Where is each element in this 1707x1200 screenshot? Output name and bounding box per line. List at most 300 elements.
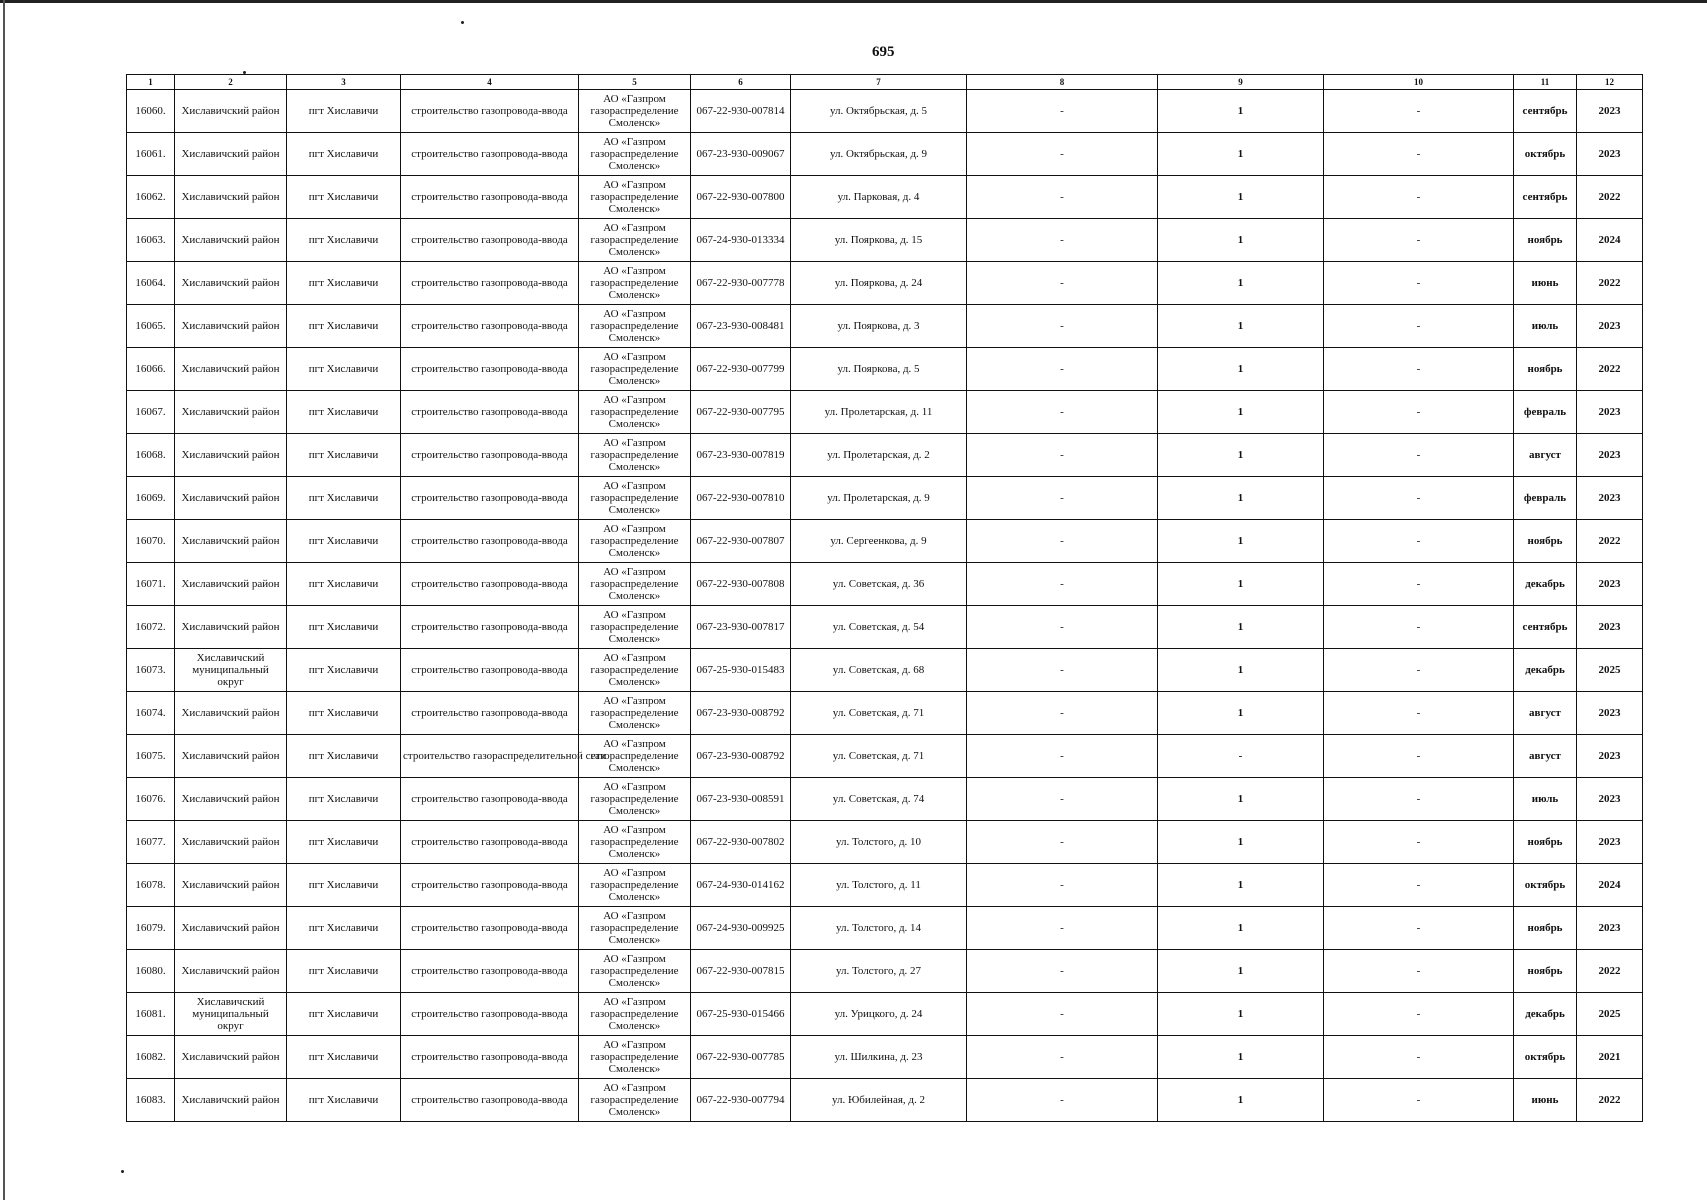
address-cell: ул. Пролетарская, д. 2 — [791, 434, 967, 477]
permit-number-cell: 067-24-930-014162 — [691, 864, 791, 907]
column-10-cell: - — [1324, 907, 1514, 950]
district-cell-line: Хиславичский район — [181, 105, 280, 117]
organization-cell — [579, 821, 691, 864]
organization-cell-line: Смоленск» — [608, 977, 661, 989]
organization-cell-line: АО «Газпром — [603, 953, 666, 965]
district-cell-line: Хиславичский район — [181, 320, 280, 332]
organization-cell-line: Смоленск» — [608, 590, 661, 602]
table-row — [127, 434, 1643, 477]
organization-cell-line: Смоленск» — [608, 633, 661, 645]
organization-cell-line: газораспределение — [590, 535, 679, 547]
month-cell: февраль — [1514, 391, 1577, 434]
column-number-row — [127, 75, 1643, 90]
address-cell: ул. Советская, д. 68 — [791, 649, 967, 692]
organization-cell-line: АО «Газпром — [603, 222, 666, 234]
year-cell: 2022 — [1577, 348, 1643, 391]
district-cell-line: округ — [217, 676, 244, 688]
month-cell: август — [1514, 434, 1577, 477]
organization-cell-line: газораспределение — [590, 363, 679, 375]
month-cell: октябрь — [1514, 864, 1577, 907]
organization-cell-line: газораспределение — [590, 320, 679, 332]
row-number-cell: 16079. — [127, 907, 175, 950]
year-cell: 2023 — [1577, 735, 1643, 778]
district-cell-line: Хиславичский район — [181, 148, 280, 160]
year-cell: 2024 — [1577, 219, 1643, 262]
row-number-cell: 16066. — [127, 348, 175, 391]
column-8-cell: - — [967, 434, 1158, 477]
settlement-cell: пгт Хиславичи — [287, 348, 401, 391]
district-cell-line: Хиславичский район — [181, 750, 280, 762]
column-number-header: 10 — [1324, 75, 1514, 90]
organization-cell-line: газораспределение — [590, 836, 679, 848]
address-cell: ул. Октябрьская, д. 5 — [791, 90, 967, 133]
organization-cell — [579, 176, 691, 219]
column-9-cell: 1 — [1158, 950, 1324, 993]
object-type-cell: строительство газопровода-ввода — [401, 176, 579, 219]
column-8-cell: - — [967, 692, 1158, 735]
organization-cell — [579, 262, 691, 305]
settlement-cell: пгт Хиславичи — [287, 305, 401, 348]
row-number-cell: 16077. — [127, 821, 175, 864]
table-row — [127, 477, 1643, 520]
table-row — [127, 348, 1643, 391]
table-row — [127, 262, 1643, 305]
table-row — [127, 90, 1643, 133]
district-cell — [175, 133, 287, 176]
settlement-cell: пгт Хиславичи — [287, 219, 401, 262]
organization-cell-line: АО «Газпром — [603, 308, 666, 320]
permit-number-cell: 067-22-930-007785 — [691, 1036, 791, 1079]
column-number-header: 5 — [579, 75, 691, 90]
organization-cell-line: Смоленск» — [608, 160, 661, 172]
column-9-cell: 1 — [1158, 993, 1324, 1036]
month-cell: октябрь — [1514, 1036, 1577, 1079]
column-9-cell: 1 — [1158, 520, 1324, 563]
organization-cell-line: Смоленск» — [608, 719, 661, 731]
address-cell: ул. Толстого, д. 14 — [791, 907, 967, 950]
district-cell — [175, 391, 287, 434]
row-number-cell: 16068. — [127, 434, 175, 477]
organization-cell-line: АО «Газпром — [603, 179, 666, 191]
organization-cell — [579, 219, 691, 262]
row-number-cell: 16083. — [127, 1079, 175, 1122]
row-number-cell: 16075. — [127, 735, 175, 778]
column-10-cell: - — [1324, 649, 1514, 692]
permit-number-cell: 067-25-930-015466 — [691, 993, 791, 1036]
row-number-cell: 16078. — [127, 864, 175, 907]
organization-cell-line: Смоленск» — [608, 289, 661, 301]
month-cell: сентябрь — [1514, 90, 1577, 133]
row-number-cell: 16063. — [127, 219, 175, 262]
organization-cell-line: АО «Газпром — [603, 136, 666, 148]
organization-cell — [579, 90, 691, 133]
column-9-cell: 1 — [1158, 219, 1324, 262]
column-9-cell: 1 — [1158, 90, 1324, 133]
object-type-cell: строительство газопровода-ввода — [401, 90, 579, 133]
object-type-cell: строительство газопровода-ввода — [401, 520, 579, 563]
district-cell-line: Хиславичский район — [181, 836, 280, 848]
object-type-cell: строительство газопровода-ввода — [401, 907, 579, 950]
organization-cell-line: Смоленск» — [608, 547, 661, 559]
year-cell: 2023 — [1577, 391, 1643, 434]
permit-number-cell: 067-25-930-015483 — [691, 649, 791, 692]
object-type-cell: строительство газопровода-ввода — [401, 305, 579, 348]
address-cell: ул. Советская, д. 36 — [791, 563, 967, 606]
column-10-cell: - — [1324, 692, 1514, 735]
column-8-cell: - — [967, 305, 1158, 348]
settlement-cell: пгт Хиславичи — [287, 1079, 401, 1122]
settlement-cell: пгт Хиславичи — [287, 735, 401, 778]
year-cell: 2023 — [1577, 606, 1643, 649]
column-10-cell: - — [1324, 176, 1514, 219]
address-cell: ул. Толстого, д. 11 — [791, 864, 967, 907]
column-10-cell: - — [1324, 1079, 1514, 1122]
permit-number-cell: 067-23-930-008792 — [691, 692, 791, 735]
district-cell — [175, 735, 287, 778]
column-8-cell: - — [967, 778, 1158, 821]
column-10-cell: - — [1324, 520, 1514, 563]
month-cell: февраль — [1514, 477, 1577, 520]
organization-cell-line: газораспределение — [590, 750, 679, 762]
column-8-cell: - — [967, 391, 1158, 434]
month-cell: ноябрь — [1514, 907, 1577, 950]
district-cell-line: Хиславичский район — [181, 1094, 280, 1106]
column-10-cell: - — [1324, 434, 1514, 477]
district-cell — [175, 864, 287, 907]
district-cell — [175, 305, 287, 348]
permit-number-cell: 067-22-930-007807 — [691, 520, 791, 563]
year-cell: 2022 — [1577, 1079, 1643, 1122]
organization-cell-line: АО «Газпром — [603, 394, 666, 406]
permit-number-cell: 067-22-930-007800 — [691, 176, 791, 219]
gasification-registry-table — [126, 74, 1643, 1122]
district-cell-line: Хиславичский район — [181, 406, 280, 418]
column-8-cell: - — [967, 649, 1158, 692]
column-10-cell: - — [1324, 778, 1514, 821]
settlement-cell: пгт Хиславичи — [287, 821, 401, 864]
settlement-cell: пгт Хиславичи — [287, 864, 401, 907]
organization-cell — [579, 434, 691, 477]
month-cell: август — [1514, 692, 1577, 735]
column-number-header: 7 — [791, 75, 967, 90]
year-cell: 2023 — [1577, 907, 1643, 950]
table-row — [127, 563, 1643, 606]
organization-cell-line: Смоленск» — [608, 203, 661, 215]
address-cell: ул. Советская, д. 54 — [791, 606, 967, 649]
row-number-cell: 16065. — [127, 305, 175, 348]
organization-cell-line: АО «Газпром — [603, 437, 666, 449]
organization-cell — [579, 477, 691, 520]
district-cell-line: Хиславичский район — [181, 234, 280, 246]
organization-cell — [579, 907, 691, 950]
object-type-cell: строительство газопровода-ввода — [401, 133, 579, 176]
organization-cell-line: АО «Газпром — [603, 523, 666, 535]
column-number-header: 1 — [127, 75, 175, 90]
organization-cell-line: газораспределение — [590, 664, 679, 676]
row-number-cell: 16076. — [127, 778, 175, 821]
object-type-cell: строительство газопровода-ввода — [401, 262, 579, 305]
address-cell: ул. Толстого, д. 10 — [791, 821, 967, 864]
address-cell: ул. Пояркова, д. 5 — [791, 348, 967, 391]
organization-cell-line: газораспределение — [590, 793, 679, 805]
settlement-cell: пгт Хиславичи — [287, 520, 401, 563]
table-row — [127, 305, 1643, 348]
year-cell: 2024 — [1577, 864, 1643, 907]
organization-cell-line: газораспределение — [590, 449, 679, 461]
organization-cell — [579, 606, 691, 649]
district-cell — [175, 477, 287, 520]
address-cell: ул. Советская, д. 71 — [791, 735, 967, 778]
column-10-cell: - — [1324, 348, 1514, 391]
organization-cell — [579, 735, 691, 778]
organization-cell — [579, 692, 691, 735]
column-9-cell: - — [1158, 735, 1324, 778]
settlement-cell: пгт Хиславичи — [287, 778, 401, 821]
permit-number-cell: 067-22-930-007799 — [691, 348, 791, 391]
district-cell — [175, 907, 287, 950]
row-number-cell: 16070. — [127, 520, 175, 563]
organization-cell — [579, 391, 691, 434]
row-number-cell: 16072. — [127, 606, 175, 649]
month-cell: ноябрь — [1514, 821, 1577, 864]
table-row — [127, 778, 1643, 821]
column-8-cell: - — [967, 133, 1158, 176]
column-8-cell: - — [967, 735, 1158, 778]
year-cell: 2022 — [1577, 520, 1643, 563]
settlement-cell: пгт Хиславичи — [287, 1036, 401, 1079]
settlement-cell: пгт Хиславичи — [287, 950, 401, 993]
column-8-cell: - — [967, 606, 1158, 649]
table-row — [127, 391, 1643, 434]
district-cell — [175, 993, 287, 1036]
organization-cell-line: газораспределение — [590, 234, 679, 246]
address-cell: ул. Пояркова, д. 24 — [791, 262, 967, 305]
table-row — [127, 1036, 1643, 1079]
column-10-cell: - — [1324, 477, 1514, 520]
organization-cell — [579, 864, 691, 907]
permit-number-cell: 067-22-930-007814 — [691, 90, 791, 133]
organization-cell-line: газораспределение — [590, 277, 679, 289]
row-number-cell: 16062. — [127, 176, 175, 219]
object-type-cell: строительство газопровода-ввода — [401, 778, 579, 821]
table-row — [127, 692, 1643, 735]
column-8-cell: - — [967, 90, 1158, 133]
address-cell: ул. Пояркова, д. 15 — [791, 219, 967, 262]
organization-cell — [579, 305, 691, 348]
address-cell: ул. Толстого, д. 27 — [791, 950, 967, 993]
district-cell — [175, 692, 287, 735]
settlement-cell: пгт Хиславичи — [287, 391, 401, 434]
district-cell — [175, 434, 287, 477]
organization-cell-line: Смоленск» — [608, 848, 661, 860]
row-number-cell: 16060. — [127, 90, 175, 133]
column-10-cell: - — [1324, 133, 1514, 176]
month-cell: ноябрь — [1514, 520, 1577, 563]
column-9-cell: 1 — [1158, 348, 1324, 391]
organization-cell — [579, 1036, 691, 1079]
table-row — [127, 907, 1643, 950]
district-cell-line: Хиславичский район — [181, 1051, 280, 1063]
organization-cell-line: АО «Газпром — [603, 996, 666, 1008]
column-9-cell: 1 — [1158, 391, 1324, 434]
object-type-cell: строительство газопровода-ввода — [401, 993, 579, 1036]
column-number-header: 12 — [1577, 75, 1643, 90]
object-type-cell: строительство газопровода-ввода — [401, 821, 579, 864]
row-number-cell: 16067. — [127, 391, 175, 434]
column-8-cell: - — [967, 821, 1158, 864]
table-row — [127, 520, 1643, 563]
column-9-cell: 1 — [1158, 477, 1324, 520]
column-8-cell: - — [967, 950, 1158, 993]
year-cell: 2023 — [1577, 821, 1643, 864]
organization-cell-line: Смоленск» — [608, 117, 661, 129]
object-type-cell: строительство газораспределительной сети — [401, 735, 579, 778]
column-9-cell: 1 — [1158, 821, 1324, 864]
organization-cell — [579, 1079, 691, 1122]
district-cell-line: Хиславичский район — [181, 277, 280, 289]
organization-cell-line: газораспределение — [590, 1008, 679, 1020]
month-cell: август — [1514, 735, 1577, 778]
permit-number-cell: 067-23-930-007817 — [691, 606, 791, 649]
month-cell: июль — [1514, 778, 1577, 821]
organization-cell-line: газораспределение — [590, 879, 679, 891]
organization-cell-line: АО «Газпром — [603, 738, 666, 750]
settlement-cell: пгт Хиславичи — [287, 993, 401, 1036]
organization-cell-line: газораспределение — [590, 148, 679, 160]
table-row — [127, 993, 1643, 1036]
month-cell: сентябрь — [1514, 606, 1577, 649]
district-cell — [175, 262, 287, 305]
permit-number-cell: 067-23-930-008591 — [691, 778, 791, 821]
year-cell: 2022 — [1577, 262, 1643, 305]
settlement-cell: пгт Хиславичи — [287, 563, 401, 606]
row-number-cell: 16061. — [127, 133, 175, 176]
address-cell: ул. Парковая, д. 4 — [791, 176, 967, 219]
organization-cell-line: АО «Газпром — [603, 609, 666, 621]
organization-cell-line: АО «Газпром — [603, 93, 666, 105]
district-cell — [175, 606, 287, 649]
organization-cell-line: АО «Газпром — [603, 652, 666, 664]
settlement-cell: пгт Хиславичи — [287, 176, 401, 219]
column-10-cell: - — [1324, 391, 1514, 434]
table-row — [127, 649, 1643, 692]
organization-cell-line: газораспределение — [590, 578, 679, 590]
organization-cell-line: газораспределение — [590, 105, 679, 117]
column-9-cell: 1 — [1158, 563, 1324, 606]
column-10-cell: - — [1324, 305, 1514, 348]
organization-cell-line: Смоленск» — [608, 375, 661, 387]
district-cell — [175, 176, 287, 219]
district-cell — [175, 649, 287, 692]
column-9-cell: 1 — [1158, 305, 1324, 348]
column-9-cell: 1 — [1158, 1036, 1324, 1079]
district-cell-line: Хиславичский — [196, 652, 265, 664]
settlement-cell: пгт Хиславичи — [287, 649, 401, 692]
district-cell-line: Хиславичский район — [181, 191, 280, 203]
object-type-cell: строительство газопровода-ввода — [401, 950, 579, 993]
permit-number-cell: 067-23-930-007819 — [691, 434, 791, 477]
column-8-cell: - — [967, 520, 1158, 563]
organization-cell-line: АО «Газпром — [603, 910, 666, 922]
permit-number-cell: 067-23-930-009067 — [691, 133, 791, 176]
district-cell — [175, 821, 287, 864]
organization-cell — [579, 520, 691, 563]
month-cell: ноябрь — [1514, 219, 1577, 262]
district-cell — [175, 1079, 287, 1122]
column-8-cell: - — [967, 262, 1158, 305]
object-type-cell: строительство газопровода-ввода — [401, 563, 579, 606]
year-cell: 2022 — [1577, 950, 1643, 993]
column-10-cell: - — [1324, 950, 1514, 993]
permit-number-cell: 067-22-930-007815 — [691, 950, 791, 993]
district-cell — [175, 1036, 287, 1079]
address-cell: ул. Юбилейная, д. 2 — [791, 1079, 967, 1122]
organization-cell-line: Смоленск» — [608, 934, 661, 946]
column-10-cell: - — [1324, 1036, 1514, 1079]
month-cell: июль — [1514, 305, 1577, 348]
organization-cell-line: АО «Газпром — [603, 867, 666, 879]
column-8-cell: - — [967, 176, 1158, 219]
table-row — [127, 1079, 1643, 1122]
column-number-header: 9 — [1158, 75, 1324, 90]
organization-cell-line: АО «Газпром — [603, 1039, 666, 1051]
district-cell — [175, 520, 287, 563]
year-cell: 2023 — [1577, 90, 1643, 133]
column-8-cell: - — [967, 993, 1158, 1036]
organization-cell-line: АО «Газпром — [603, 695, 666, 707]
organization-cell-line: АО «Газпром — [603, 1082, 666, 1094]
permit-number-cell: 067-22-930-007795 — [691, 391, 791, 434]
column-8-cell: - — [967, 1079, 1158, 1122]
month-cell: ноябрь — [1514, 348, 1577, 391]
settlement-cell: пгт Хиславичи — [287, 262, 401, 305]
district-cell-line: Хиславичский район — [181, 793, 280, 805]
table-row — [127, 864, 1643, 907]
district-cell-line: Хиславичский район — [181, 578, 280, 590]
organization-cell-line: газораспределение — [590, 1094, 679, 1106]
permit-number-cell: 067-23-930-008792 — [691, 735, 791, 778]
organization-cell — [579, 993, 691, 1036]
year-cell: 2023 — [1577, 477, 1643, 520]
organization-cell — [579, 133, 691, 176]
object-type-cell: строительство газопровода-ввода — [401, 1079, 579, 1122]
scan-speck — [461, 21, 464, 24]
permit-number-cell: 067-22-930-007794 — [691, 1079, 791, 1122]
column-10-cell: - — [1324, 864, 1514, 907]
organization-cell-line: газораспределение — [590, 922, 679, 934]
permit-number-cell: 067-24-930-009925 — [691, 907, 791, 950]
settlement-cell: пгт Хиславичи — [287, 434, 401, 477]
column-number-header: 4 — [401, 75, 579, 90]
row-number-cell: 16080. — [127, 950, 175, 993]
year-cell: 2021 — [1577, 1036, 1643, 1079]
organization-cell-line: Смоленск» — [608, 504, 661, 516]
row-number-cell: 16069. — [127, 477, 175, 520]
column-10-cell: - — [1324, 993, 1514, 1036]
month-cell: сентябрь — [1514, 176, 1577, 219]
object-type-cell: строительство газопровода-ввода — [401, 692, 579, 735]
table-row — [127, 606, 1643, 649]
row-number-cell: 16064. — [127, 262, 175, 305]
column-8-cell: - — [967, 864, 1158, 907]
row-number-cell: 16073. — [127, 649, 175, 692]
scan-speck — [121, 1170, 124, 1173]
district-cell-line: Хиславичский — [196, 996, 265, 1008]
organization-cell-line: Смоленск» — [608, 246, 661, 258]
address-cell: ул. Советская, д. 71 — [791, 692, 967, 735]
table-row — [127, 133, 1643, 176]
column-10-cell: - — [1324, 563, 1514, 606]
